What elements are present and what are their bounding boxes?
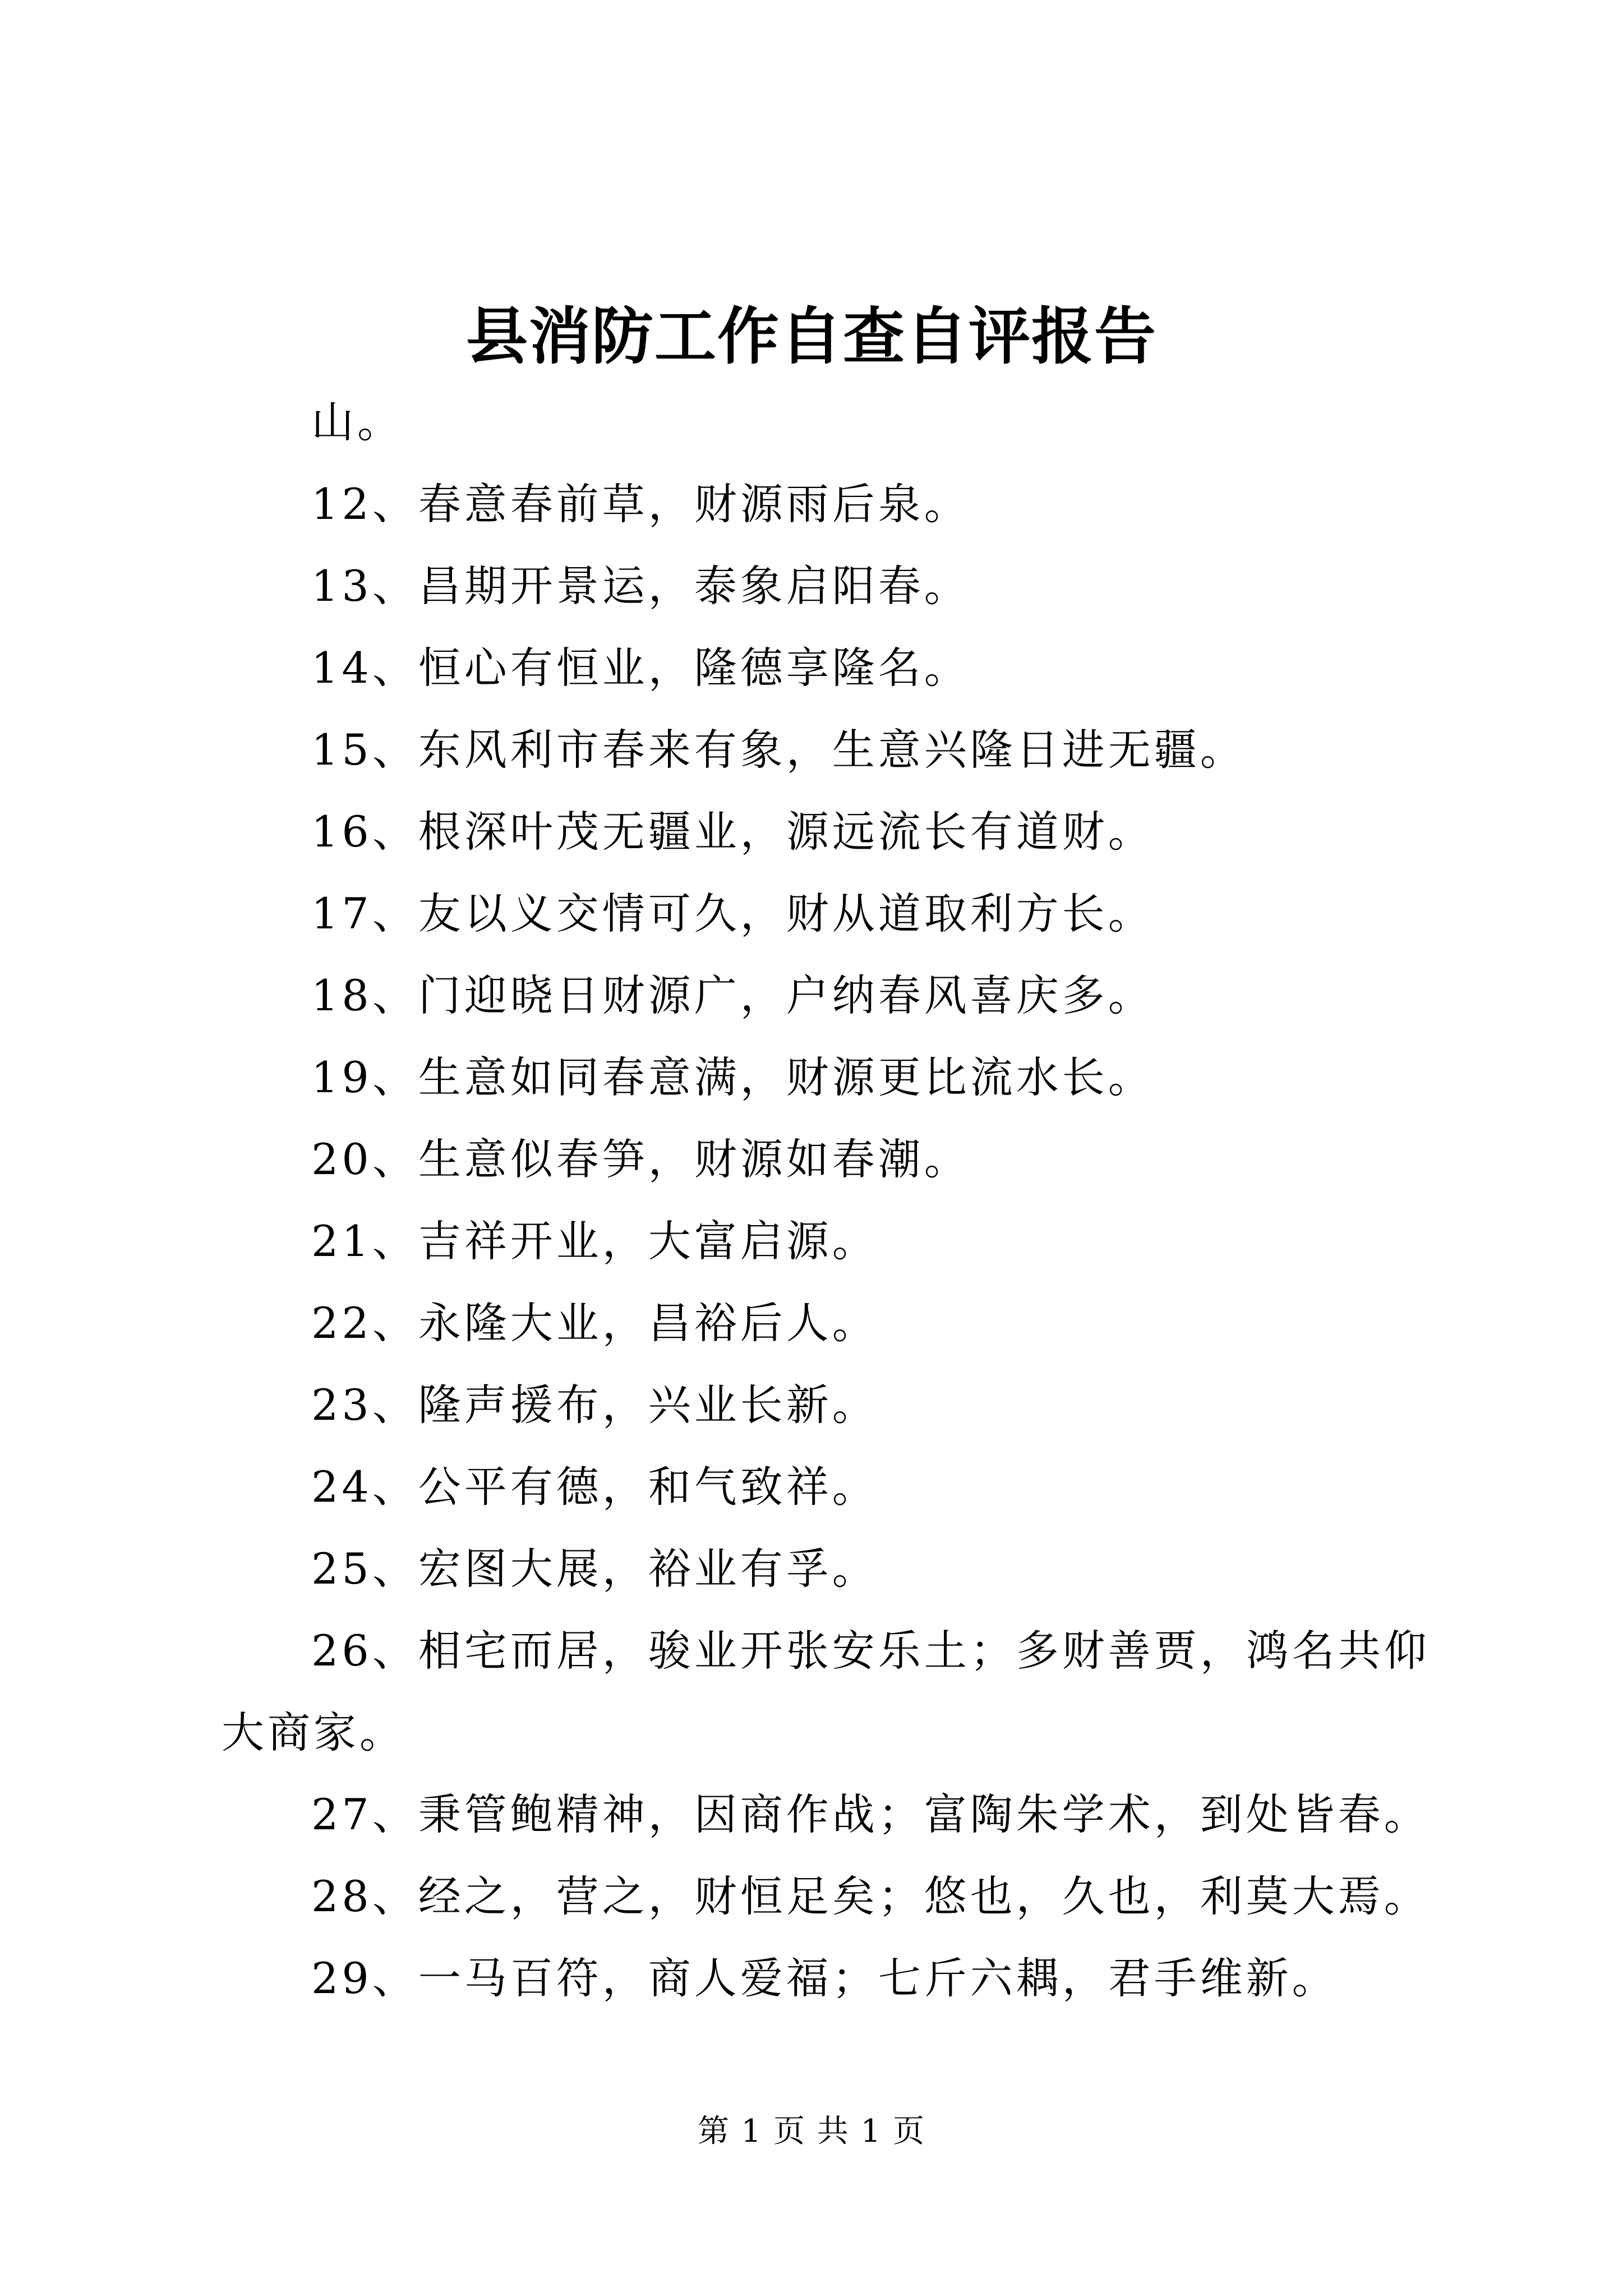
paragraph: 14、恒心有恒业，隆德享隆名。 bbox=[311, 643, 970, 693]
paragraph: 13、昌期开景运，泰象启阳春。 bbox=[311, 561, 970, 611]
paragraph: 16、根深叶茂无疆业，源远流长有道财。 bbox=[311, 807, 1154, 857]
page-footer: 第 1 页 共 1 页 bbox=[697, 2113, 926, 2150]
paragraph: 15、东风利市春来有象，生意兴隆日进无疆。 bbox=[311, 725, 1246, 775]
paragraph: 22、永隆大业，昌裕后人。 bbox=[311, 1298, 878, 1348]
paragraph: 20、生意似春笋，财源如春潮。 bbox=[311, 1134, 970, 1184]
paragraph: 26、相宅而居，骏业开张安乐土；多财善贾，鸿名共仰大商家。 bbox=[222, 1626, 1430, 1757]
paragraph: 12、春意春前草，财源雨后泉。 bbox=[311, 479, 970, 529]
paragraph: 23、隆声援布，兴业长新。 bbox=[311, 1380, 878, 1430]
paragraph: 28、经之，营之，财恒足矣；悠也，久也，利莫大焉。 bbox=[311, 1871, 1430, 1921]
paragraph: 25、宏图大展，裕业有孚。 bbox=[311, 1544, 878, 1594]
paragraph: 17、友以义交情可久，财从道取利方长。 bbox=[311, 889, 1154, 938]
paragraph: 山。 bbox=[311, 397, 403, 447]
paragraph: 19、生意如同春意满，财源更比流水长。 bbox=[311, 1052, 1154, 1102]
paragraph: 24、公平有德，和气致祥。 bbox=[311, 1462, 878, 1512]
paragraph: 18、门迎晓日财源广，户纳春风喜庆多。 bbox=[311, 970, 1154, 1020]
document-title: 县消防工作自查自评报告 bbox=[466, 300, 1157, 372]
paragraph: 27、秉管鲍精神，因商作战；富陶朱学术，到处皆春。 bbox=[311, 1789, 1430, 1839]
document-body bbox=[222, 381, 1433, 2019]
paragraph: 21、吉祥开业，大富启源。 bbox=[311, 1216, 878, 1266]
paragraph: 29、一马百符，商人爱福；七斤六耦，君手维新。 bbox=[311, 1953, 1338, 2003]
